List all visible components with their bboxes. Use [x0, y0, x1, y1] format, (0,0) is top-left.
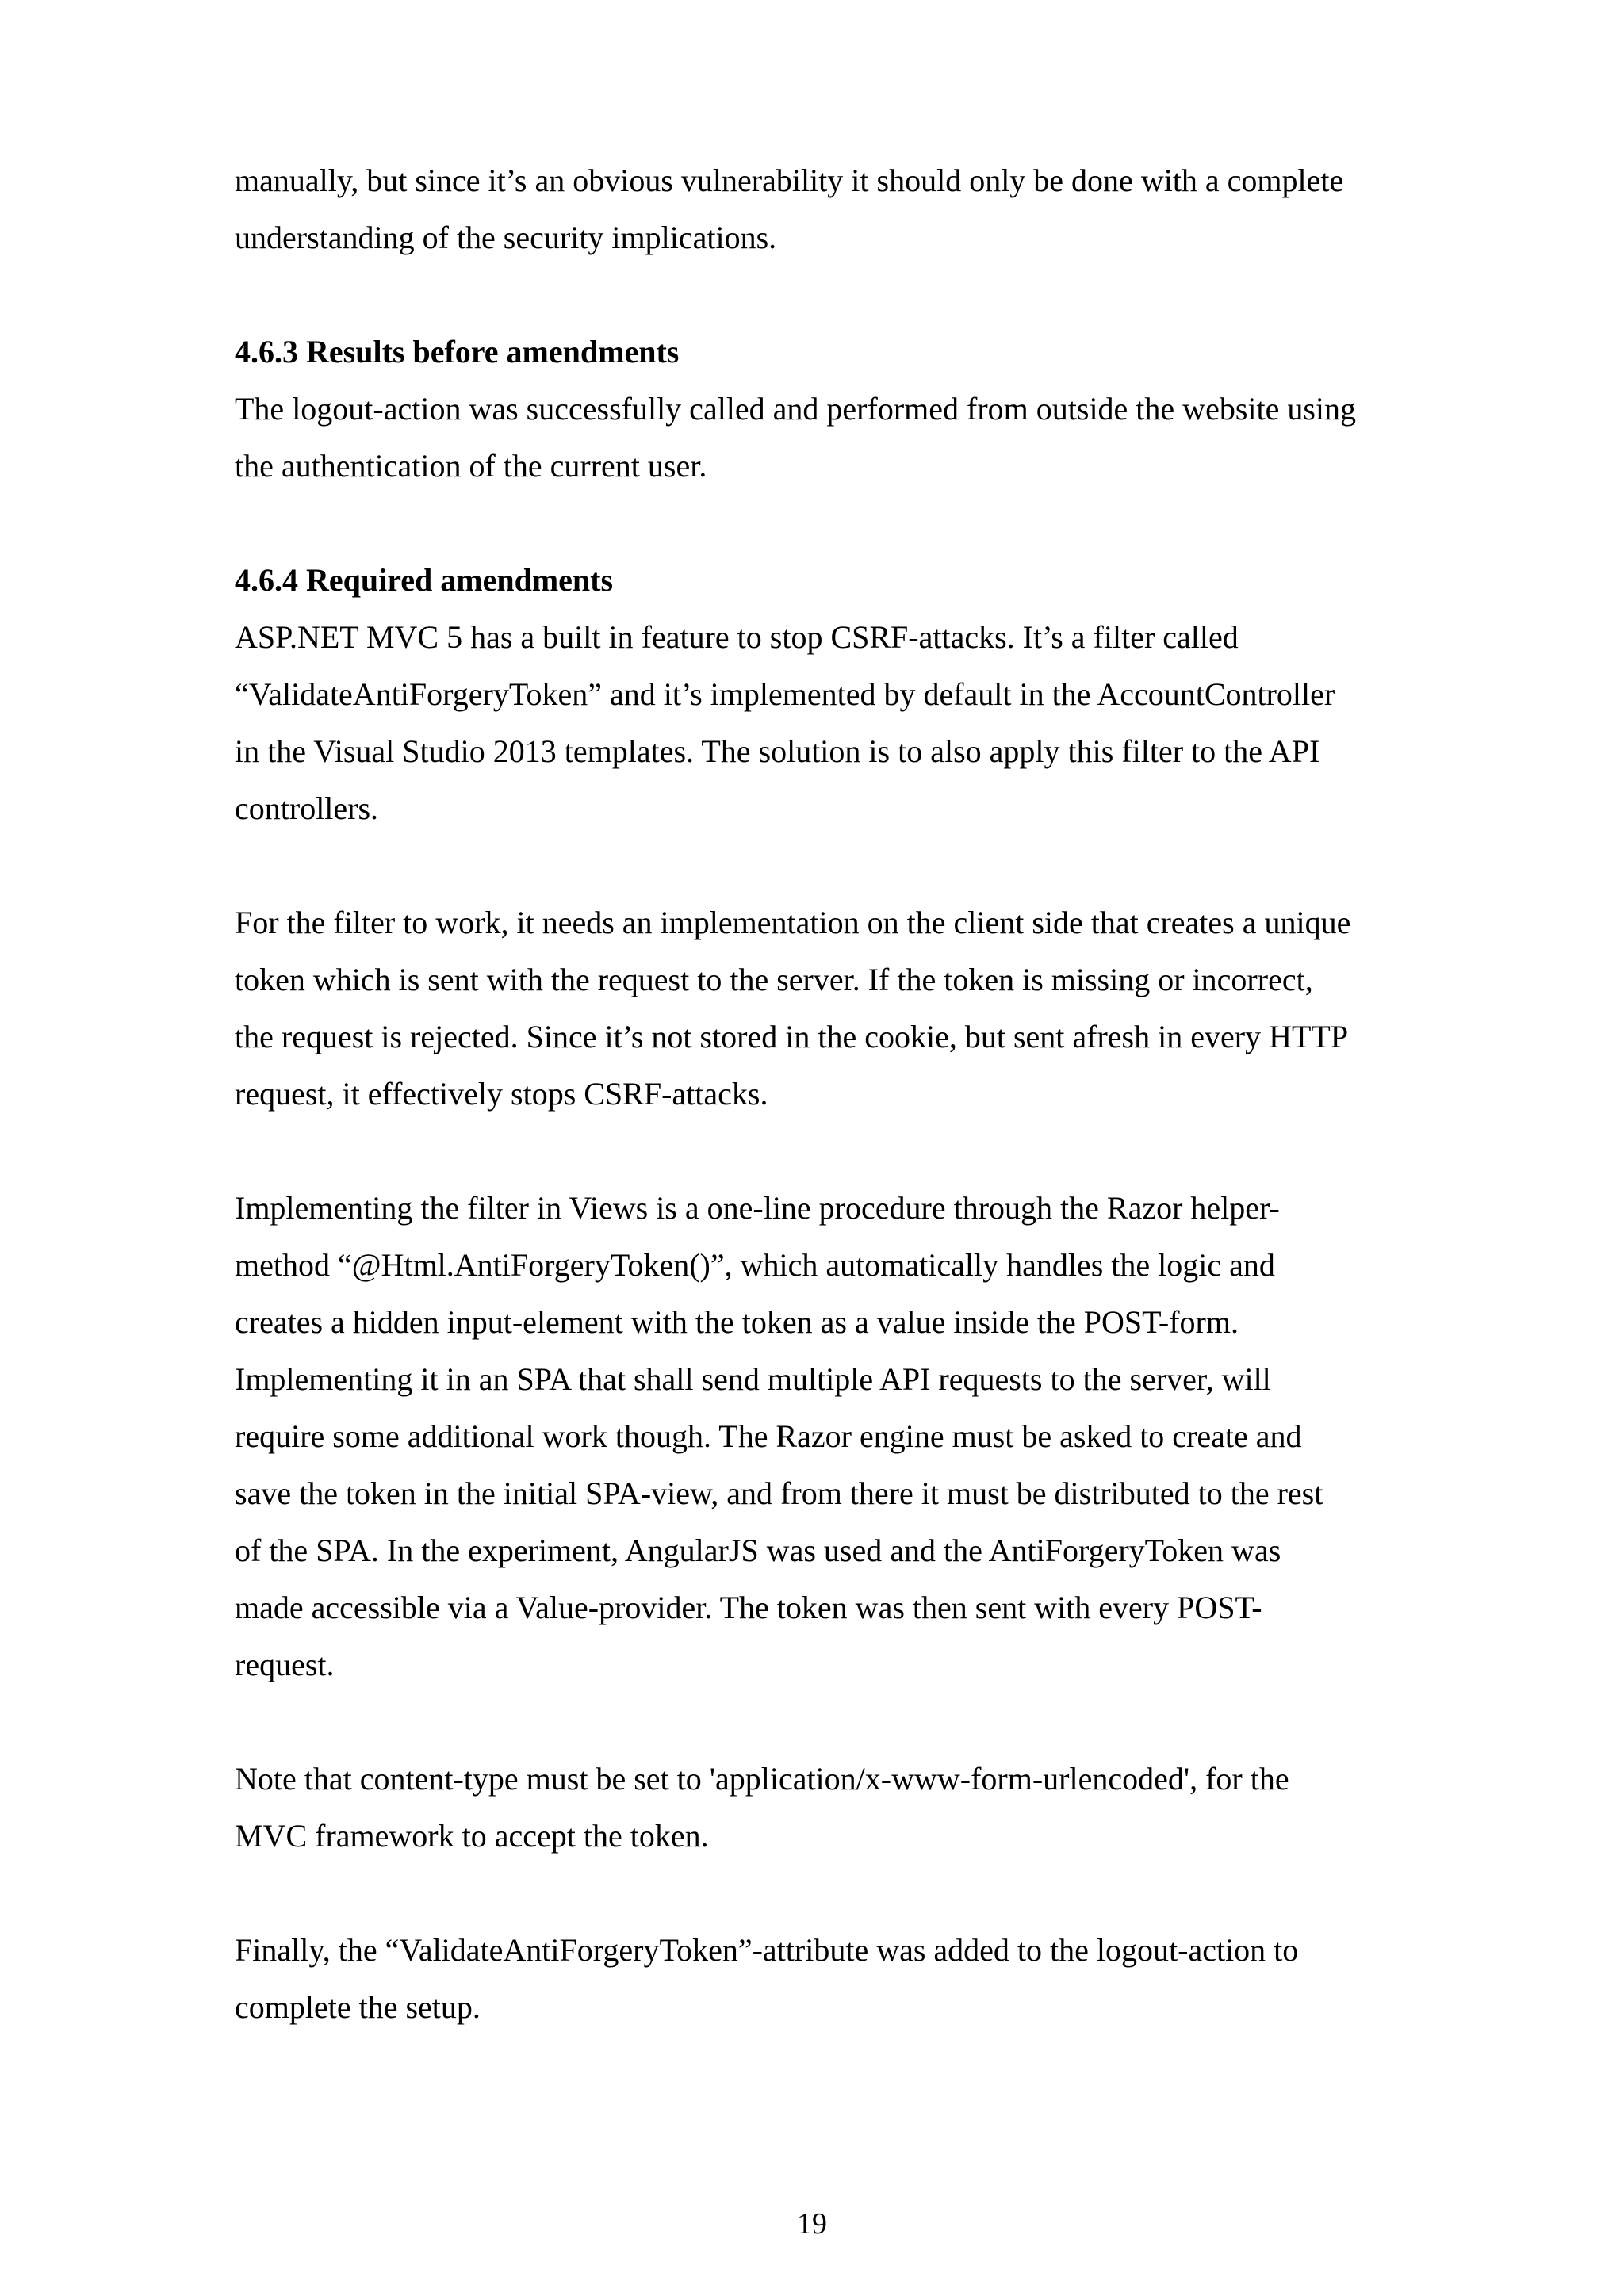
paragraph-content-type-note — [235, 1751, 1424, 1865]
text-line: Note that content-type must be set to 'application/x-www-form-urlencoded', for the — [235, 1761, 1289, 1797]
paragraph-final-setup — [235, 1922, 1424, 2036]
paragraph-spacer — [235, 837, 1424, 894]
text-line: the request is rejected. Since it’s not stored in the cookie, but sent afresh in every HTTP — [235, 1019, 1349, 1054]
text-line: ASP.NET MVC 5 has a built in feature to stop CSRF-attacks. It’s a filter called — [235, 619, 1239, 655]
text-line: method “@Html.AntiForgeryToken()”, which automatically handles the logic and — [235, 1247, 1275, 1283]
text-line: controllers. — [235, 790, 379, 826]
text-line: in the Visual Studio 2013 templates. The solution is to also apply this filter to the API — [235, 733, 1320, 769]
text-line: request. — [235, 1647, 335, 1682]
text-line: Implementing the filter in Views is a one-line procedure through the Razor helper- — [235, 1190, 1280, 1226]
section-heading-results: 4.6.3 Results before amendments — [235, 334, 680, 369]
text-line: save the token in the initial SPA-view, and from there it must be distributed to the rest — [235, 1475, 1323, 1511]
text-line: MVC framework to accept the token. — [235, 1818, 709, 1854]
paragraph-spacer — [235, 266, 1424, 323]
text-line: understanding of the security implications. — [235, 220, 777, 255]
text-line: “ValidateAntiForgeryToken” and it’s implemented by default in the AccountController — [235, 676, 1335, 712]
text-line: Implementing it in an SPA that shall send multiple API requests to the server, will — [235, 1361, 1271, 1397]
paragraph-intro — [235, 152, 1424, 266]
text-line: the authentication of the current user. — [235, 448, 707, 484]
text-line: The logout-action was successfully called and performed from outside the website using — [235, 391, 1357, 427]
text-line: request, it effectively stops CSRF-attacks. — [235, 1076, 768, 1112]
paragraph-results — [235, 381, 1424, 495]
text-line: creates a hidden input-element with the token as a value inside the POST-form. — [235, 1304, 1239, 1340]
section-heading-amendments: 4.6.4 Required amendments — [235, 562, 614, 598]
paragraph-spacer — [235, 1693, 1424, 1751]
text-line: made accessible via a Value-provider. The token was then sent with every POST- — [235, 1590, 1262, 1625]
text-line: complete the setup. — [235, 1989, 481, 2025]
text-line: manually, but since it’s an obvious vulnerability it should only be done with a complete — [235, 163, 1344, 198]
page-number: 19 — [797, 2207, 827, 2241]
paragraph-razor-spa — [235, 1180, 1424, 1693]
text-line: of the SPA. In the experiment, AngularJS was used and the AntiForgeryToken was — [235, 1533, 1281, 1568]
paragraph-client-token — [235, 894, 1424, 1123]
text-line: Finally, the “ValidateAntiForgeryToken”-attribute was added to the logout-action to — [235, 1932, 1299, 1968]
paragraph-spacer — [235, 1865, 1424, 1922]
text-line: token which is sent with the request to the server. If the token is missing or incorrect, — [235, 962, 1313, 997]
text-line: require some additional work though. The Razor engine must be asked to create and — [235, 1418, 1302, 1454]
paragraph-spacer — [235, 495, 1424, 552]
text-line: For the filter to work, it needs an implementation on the client side that creates a unique — [235, 905, 1351, 940]
paragraph-spacer — [235, 1123, 1424, 1180]
page-body — [235, 152, 1424, 2036]
paragraph-aspnet-filter — [235, 609, 1424, 837]
